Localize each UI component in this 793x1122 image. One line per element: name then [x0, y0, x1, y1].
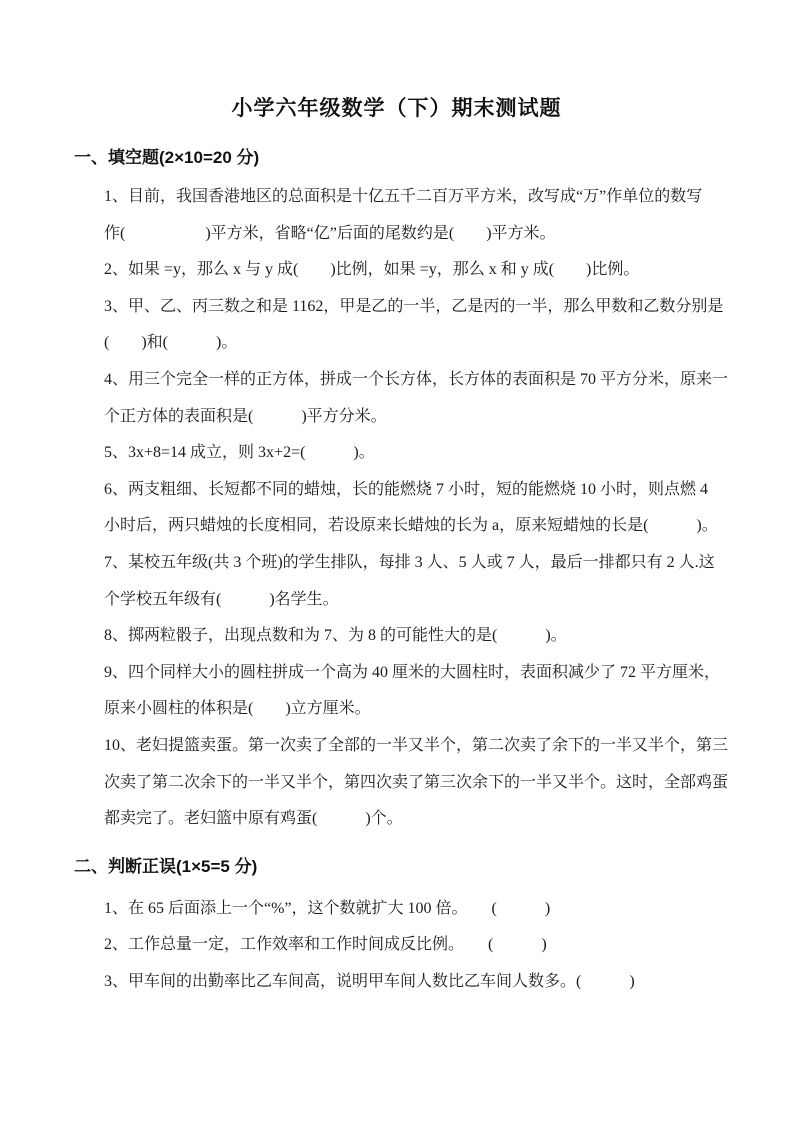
fill-blanks-questions — [104, 179, 793, 838]
question-line: 10、老妇提篮卖蛋。第一次卖了全部的一半又半个，第二次卖了余下的一半又半个，第三 — [104, 736, 729, 754]
document-title: 小学六年级数学（下）期末测试题 — [231, 97, 562, 120]
question-line: 2、如果 =y，那么 x 与 y 成( )比例，如果 =y，那么 x 和 y 成( )比例。 — [104, 261, 640, 279]
section-heading-fill-blanks: 一、填空题(2×10=20 分) — [74, 148, 260, 167]
question-line: 次卖了第二次余下的一半又半个，第四次卖了第三次余下的一半又半个。这时，全部鸡蛋 — [104, 773, 729, 791]
question-line: 8、掷两粒骰子，出现点数和为 7、为 8 的可能性大的是( )。 — [104, 627, 567, 645]
question-line: 作( )平方米，省略“亿”后面的尾数约是( )平方米。 — [104, 224, 556, 242]
question-line: 3、甲车间的出勤率比乙车间高，说明甲车间人数比乙车间人数多。( ) — [104, 972, 635, 990]
question-line: 个学校五年级有( )名学生。 — [104, 590, 339, 608]
question-line: 5、3x+8=14 成立，则 3x+2=( )。 — [104, 444, 375, 462]
question-line: 小时后，两只蜡烛的长度相同，若设原来长蜡烛的长为 a，原来短蜡烛的长是( )。 — [104, 517, 718, 535]
question-line: 6、两支粗细、长短都不同的蜡烛，长的能燃烧 7 小时，短的能燃烧 10 小时，则点燃 4 — [104, 480, 709, 498]
question-line: 3、甲、乙、丙三数之和是 1162，甲是乙的一半，乙是丙的一半，那么甲数和乙数分别是 — [104, 297, 724, 315]
question-line: 原来小圆柱的体积是( )立方厘米。 — [104, 700, 371, 718]
question-line: 2、工作总量一定，工作效率和工作时间成反比例。 ( ) — [104, 936, 547, 954]
question-line: ( )和( )。 — [104, 334, 238, 352]
question-line: 7、某校五年级(共 3 个班)的学生排队，每排 3 人、5 人或 7 人，最后一排都只有 2 人.这 — [104, 553, 715, 571]
question-line: 1、在 65 后面添上一个“%”，这个数就扩大 100 倍。 ( ) — [104, 899, 551, 917]
question-line: 9、四个同样大小的圆柱拼成一个高为 40 厘米的大圆柱时，表面积减少了 72 平方厘米， — [104, 663, 721, 681]
true-false-questions — [104, 891, 793, 1001]
question-line: 1、目前，我国香港地区的总面积是十亿五千二百万平方米，改写成“万”作单位的数写 — [104, 188, 703, 205]
section-heading-true-false: 二、判断正误(1×5=5 分) — [74, 856, 258, 876]
question-line: 都卖完了。老妇篮中原有鸡蛋( )个。 — [104, 810, 403, 828]
question-line: 个正方体的表面积是( )平方分米。 — [104, 407, 387, 425]
question-line: 4、用三个完全一样的正方体，拼成一个长方体，长方体的表面积是 70 平方分米，原来一 — [104, 370, 729, 388]
